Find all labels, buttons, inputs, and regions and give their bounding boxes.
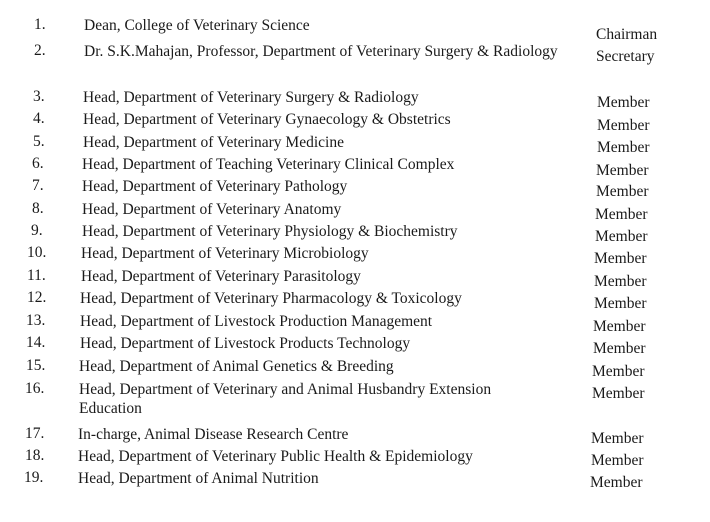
item-number: 18. (25, 447, 45, 464)
item-number: 5. (33, 133, 45, 150)
member-role: Member (596, 183, 649, 200)
member-designation: Head, Department of Livestock Products Technology (80, 335, 411, 352)
member-role: Member (594, 295, 647, 312)
member-designation: Head, Department of Veterinary Anatomy (82, 201, 342, 218)
item-number: 4. (33, 110, 45, 127)
member-role: Member (593, 340, 646, 357)
member-designation: Head, Department of Veterinary and Animal Husbandry Extension Education (79, 381, 492, 417)
item-number: 3. (33, 88, 45, 105)
item-number: 6. (32, 155, 44, 172)
item-number: 11. (27, 267, 46, 284)
member-role: Member (597, 139, 650, 156)
item-number: 7. (32, 177, 44, 194)
item-number: 15. (26, 357, 46, 374)
member-role: Member (597, 94, 650, 111)
member-role: Member (592, 363, 645, 380)
member-role: Member (595, 206, 648, 223)
item-number: 13. (26, 312, 46, 329)
member-role: Member (590, 474, 643, 491)
member-role: Member (596, 162, 649, 179)
member-designation: Head, Department of Veterinary Physiology & Biochemistry (82, 223, 458, 240)
member-designation: Head, Department of Veterinary Pathology (82, 178, 348, 195)
item-number: 10. (27, 244, 47, 261)
member-role: Chairman (596, 26, 658, 43)
member-designation: Head, Department of Livestock Production Management (80, 313, 433, 330)
member-role: Member (591, 452, 644, 469)
member-designation: Head, Department of Veterinary Pharmacology & Toxicology (80, 290, 462, 307)
member-role: Member (594, 273, 647, 290)
item-number: 8. (32, 200, 44, 217)
member-role: Member (595, 228, 648, 245)
member-designation: Dean, College of Veterinary Science (84, 17, 310, 34)
member-role: Member (594, 250, 647, 267)
item-number: 19. (24, 469, 44, 486)
member-designation: Head, Department of Veterinary Public Health & Epidemiology (78, 448, 473, 465)
member-designation: Head, Department of Veterinary Parasitology (81, 268, 361, 285)
item-number: 12. (27, 289, 47, 306)
member-designation: Head, Department of Veterinary Microbiology (81, 245, 369, 262)
member-designation: Dr. S.K.Mahajan, Professor, Department of Veterinary Surgery & Radiology (84, 43, 558, 60)
member-role: Member (597, 117, 650, 134)
member-designation: Head, Department of Veterinary Gynaecology & Obstetrics (83, 111, 451, 128)
member-designation: Head, Department of Veterinary Medicine (83, 134, 344, 151)
item-number: 9. (31, 222, 43, 239)
item-number: 14. (26, 334, 46, 351)
item-number: 1. (34, 16, 46, 33)
item-number: 17. (25, 425, 45, 442)
member-role: Member (593, 318, 646, 335)
member-designation: Head, Department of Teaching Veterinary Clinical Complex (82, 156, 455, 173)
item-number: 2. (34, 42, 46, 59)
member-role: Secretary (596, 48, 655, 65)
member-role: Member (591, 430, 644, 447)
item-number: 16. (25, 380, 45, 397)
member-designation: Head, Department of Animal Genetics & Breeding (79, 358, 394, 375)
member-designation: In-charge, Animal Disease Research Centre (78, 426, 349, 443)
member-designation: Head, Department of Animal Nutrition (78, 470, 319, 487)
member-designation: Head, Department of Veterinary Surgery & Radiology (83, 89, 419, 106)
member-role: Member (592, 385, 645, 402)
